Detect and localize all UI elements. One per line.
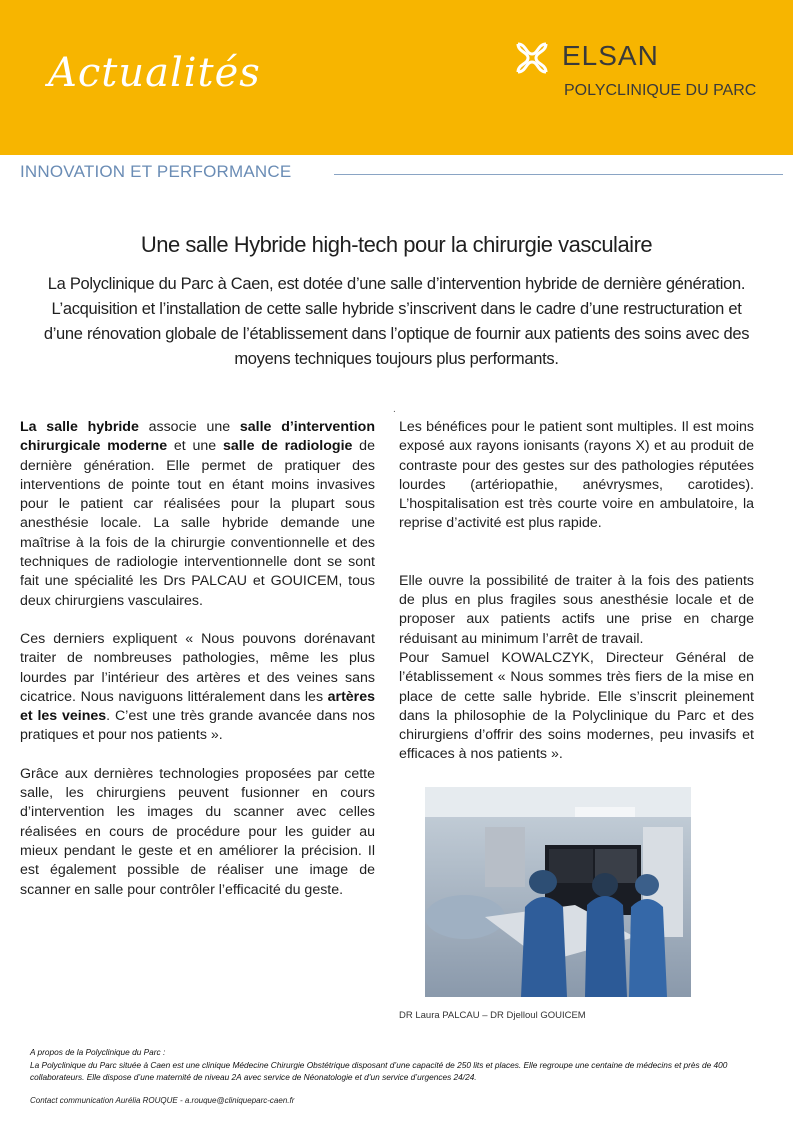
about-block — [30, 1046, 775, 1084]
surgery-room-photo — [425, 787, 691, 997]
body-text: . C’est une très grande avancée dans nos pratiques et pour nos patients ». — [20, 708, 375, 744]
bold-text: La salle hybride — [20, 419, 139, 435]
left-paragraph-1 — [20, 418, 375, 611]
left-paragraph-3: Grâce aux dernières technologies proposées par cette salle, les chirurgiens peuvent fusionner en cours d’intervention les images du scanner avec celles réalisées en cours de procédure pour les guider au mieux pendant le geste et en améliorer la précision. Il est également possible de réaliser une image de scanner en salle pour contrôler l’efficacité du geste. — [20, 765, 375, 898]
brand-name: ELSAN — [562, 40, 659, 71]
body-text: associe une — [138, 419, 240, 435]
section-divider — [334, 174, 783, 175]
header-banner — [0, 0, 793, 155]
brand-logo — [512, 38, 782, 108]
section-header — [20, 160, 783, 186]
bold-text: salle d’intervention chirurgicale moderne — [20, 419, 375, 455]
bold-text: salle de radiologie — [222, 438, 353, 455]
left-column — [20, 418, 375, 919]
about-text: La Polyclinique du Parc située à Caen est une clinique Médecine Chirurgie Obstétrique disposant d’une capacité de 250 lits et places. Elle regroupe une centaine de médecins et près de 400 collaborateurs. Elle dispose d’une maternité de niveau 2A avec service de Néonatologie et d’un service d’urgences 24/24. — [30, 1059, 728, 1082]
article-intro: La Polyclinique du Parc à Caen, est dotée d’une salle d’intervention hybride de dernière génération. L’acquisition et l’installation de cette salle hybride s’inscrivent dans le cadre d’une restructuration et d’une rénovation globale de l’établissement dans l’optique de fournir aux patients des soins avec des moyens techniques toujours plus performants. — [43, 275, 750, 368]
article-title: Une salle Hybride high-tech pour la chirurgie vasculaire — [140, 232, 653, 257]
about-title: A propos de la Polyclinique du Parc : — [30, 1047, 166, 1057]
body-text: et une — [167, 438, 223, 455]
photo-caption: DR Laura PALCAU – DR Djelloul GOUICEM — [399, 1010, 586, 1021]
right-paragraph-3: Pour Samuel KOWALCZYK, Directeur Général de l’établissement « Nous sommes très fiers de la mise en place de cette salle hybride. Elle s’inscrit pleinement dans la philosophie de la Polyclinique du Parc et des chirurgiens d’offrir des soins modernes, peu invasifs et efficaces à nos patients ». — [399, 649, 754, 763]
body-text: Ces derniers expliquent « Nous pouvons dorénavant traiter de nombreuses pathologies, même les plus lourdes par l’intérieur des artères et des veines sans cicatrice. Nous naviguons littéralement dans les — [20, 630, 375, 705]
header-title: Actualités — [48, 50, 261, 96]
brand-subtitle: POLYCLINIQUE DU PARC — [564, 82, 757, 99]
left-paragraph-2 — [20, 630, 375, 746]
right-paragraph-2: Elle ouvre la possibilité de traiter à la fois des patients de plus en plus fragiles sous anesthésie locale et de proposer aux patients actifs une prise en charge réduisant au minimum l’arrêt de travail. — [399, 572, 754, 647]
contact-line: Contact communication Aurélia ROUQUE - a.rouque@cliniqueparc-caen.fr — [30, 1096, 295, 1105]
photo-illustration — [425, 787, 691, 997]
elsan-logo-icon — [512, 38, 552, 78]
section-title: INNOVATION ET PERFORMANCE — [20, 162, 292, 181]
right-column — [399, 418, 754, 784]
right-paragraph-1: Les bénéfices pour le patient sont multiples. Il est moins exposé aux rayons ionisants (rayons X) et au produit de contraste pour des gestes sur des pathologies réputées lourdes (artériopathie, anévrysmes, carotides). L’hospitalisation est très courte voire en ambulatoire, la reprise d’activité est plus rapide. — [399, 419, 754, 532]
bold-text: artères et les veines — [20, 688, 375, 725]
body-text: de dernière génération. Elle permet de pratiquer des interventions de pointe tout en étant moins invasives pour le patient car réalisées pour la plupart sous anesthésie locale. La salle hybride demande une maîtrise à la fois de la chirurgie conventionnelle et des techniques de radiologie interventionnelle dont se sont fait une spécialité les Drs PALCAU et GOUICEM, tous deux chirurgiens vasculaires. — [20, 438, 375, 609]
column-marker: . — [393, 404, 396, 415]
